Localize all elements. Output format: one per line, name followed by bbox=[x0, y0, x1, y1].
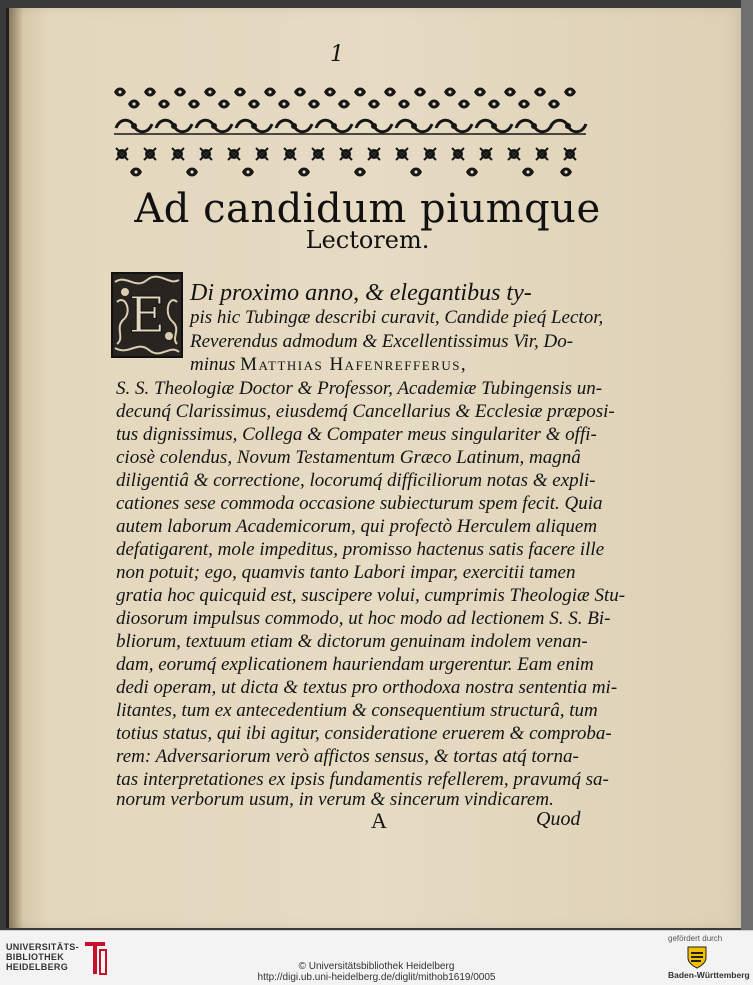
catchword: Quod bbox=[536, 808, 581, 830]
text-line-8: ciosè colendus, Novum Testamentum Græco Latinum, magnâ bbox=[116, 447, 581, 468]
text-line-4 bbox=[190, 354, 467, 376]
text-line-23: norum verborum usum, in verum & sincerum vindicarem. bbox=[116, 789, 554, 810]
copyright-text: © Universitätsbibliothek Heidelberg bbox=[298, 961, 455, 972]
title-line-2: Lectorem. bbox=[305, 226, 430, 254]
text-line-7: tus dignissimus, Collega & Compater meus singulariter & offi- bbox=[116, 424, 597, 445]
text-line-4-word: minus bbox=[190, 354, 236, 375]
page-gutter-shadow bbox=[9, 8, 23, 928]
text-line-14: gratia hoc quicquid est, suscipere volui, cumprimis Theologiæ Stu- bbox=[116, 585, 626, 606]
text-line-13: non potuit; ego, quamvis tanto Labori impar, exercitii tamen bbox=[116, 562, 576, 583]
text-line-22: tas interpretationes ex ipsis fundamentis refellerem, pravumq́ sa- bbox=[116, 769, 609, 790]
permalink[interactable]: http://digi.ub.uni-heidelberg.de/diglit/mithob1619/0005 bbox=[257, 972, 496, 983]
copyright-block bbox=[0, 961, 753, 983]
text-line-17: dam, eorumq́ explicationem hauriendam urgerentur. Eam enim bbox=[116, 654, 594, 675]
funding-label: gefördert durch bbox=[668, 934, 723, 943]
text-line-16: bliorum, textuum etiam & dictorum genuinam indolem venan- bbox=[116, 631, 588, 652]
text-line-5: S. S. Theologiæ Doctor & Professor, Academiæ Tubingensis un- bbox=[116, 378, 603, 399]
text-line-1: Di proximo anno, & elegantibus ty- bbox=[190, 280, 532, 306]
drop-cap-initial-image bbox=[111, 272, 183, 358]
institution-line-3: HEIDELBERG bbox=[6, 962, 69, 972]
drop-cap-letter: E bbox=[128, 286, 166, 344]
text-line-19: litantes, tum ex antecedentium & consequentium structurâ, tum bbox=[116, 700, 598, 721]
text-line-6: decunq́ Clarissimus, eiusdemq́ Cancellarius & Ecclesiæ præposi- bbox=[116, 401, 615, 422]
title-line-1: Ad candidum piumque bbox=[134, 186, 601, 232]
text-line-11: autem laborum Academicorum, qui profectò Herculem aliquem bbox=[116, 516, 598, 537]
institution-line-1: UNIVERSITÄTS- bbox=[6, 942, 79, 952]
text-line-10: cationes sese commoda occasione subiecturum spem fecit. Quia bbox=[116, 493, 603, 514]
text-line-20: totius status, qui ibi agitur, consideratione eruerem & comproba- bbox=[116, 723, 612, 744]
text-line-3: Reverendus admodum & Excellentissimus Vir, Do- bbox=[190, 331, 574, 352]
person-name: Matthias Hafenrefferus, bbox=[240, 354, 468, 375]
text-line-21: rem: Adversariorum verò affictos sensus, & tortas atq́ tornа- bbox=[116, 746, 579, 767]
text-line-9: diligentiâ & correctione, locorumq́ difficiliorum notas & expli- bbox=[116, 470, 596, 491]
state-crest-icon bbox=[684, 944, 710, 970]
page-number: 1 bbox=[330, 42, 344, 67]
scan-edge bbox=[741, 0, 753, 930]
text-line-2: pis hic Tubingæ describi curavit, Candide pieq́ Lector, bbox=[190, 307, 604, 328]
signature-mark: A bbox=[371, 808, 387, 833]
funding-name: Baden-Württemberg bbox=[668, 970, 750, 980]
ornament-band-image bbox=[110, 82, 590, 182]
text-line-12: defatigarent, mole impeditus, promisso hactenus satis facere ille bbox=[116, 539, 605, 560]
institution-line-2: BIBLIOTHEK bbox=[6, 952, 64, 962]
text-line-18: dedi operam, ut dicta & textus pro orthodoxa nostra sententia mi- bbox=[116, 677, 618, 698]
text-line-15: diosorum impulsus commodo, ut hoc modo ad lectionem S. S. Bi- bbox=[116, 608, 611, 629]
